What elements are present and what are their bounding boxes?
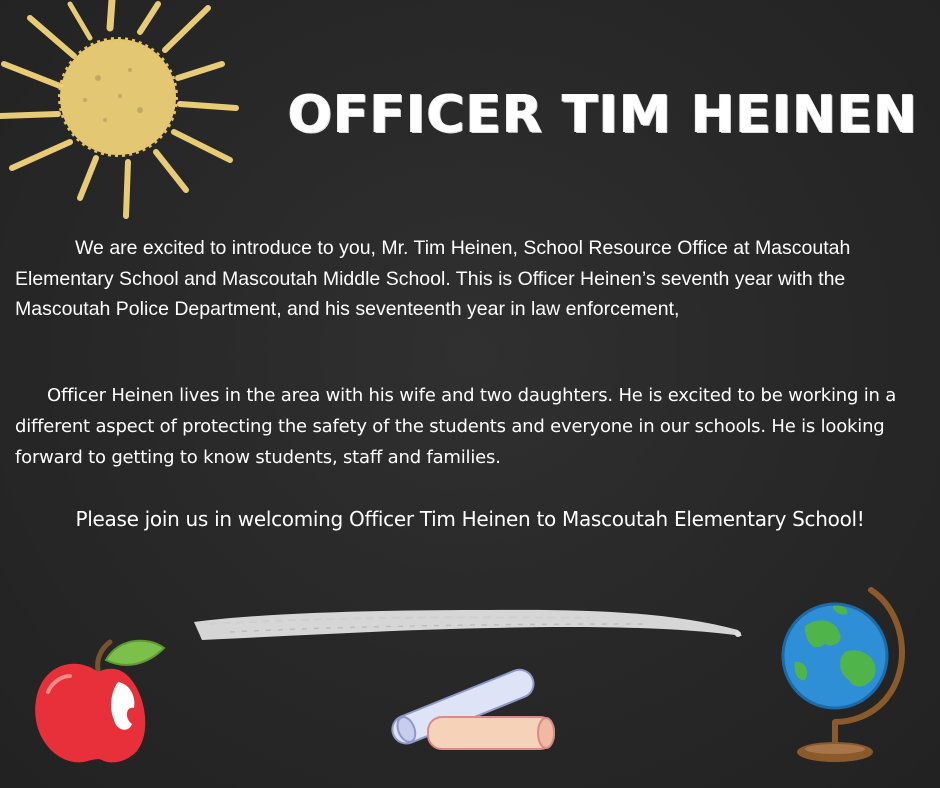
chalk-sticks-icon	[380, 655, 560, 765]
page-title: OFFICER TIM HEINEN	[288, 85, 919, 145]
intro-paragraph-text: We are excited to introduce to you, Mr. Tim Heinen, School Resource Office at Mascoutah Elementary School and Mascoutah Middle School. This is Officer Heinen’s seventh year with the Mascoutah Police Department, and his seventeenth year in law enforcement,	[15, 237, 851, 320]
sun-icon	[0, 0, 240, 220]
intro-paragraph	[15, 233, 910, 325]
welcome-message: Please join us in welcoming Officer Tim Heinen to Mascoutah Elementary School!	[75, 507, 865, 531]
apple-icon	[28, 630, 173, 770]
family-paragraph-text: Officer Heinen lives in the area with his wife and two daughters. He is excited to be working in a different aspect of protecting the safety of the students and everyone in our schools. He is looking forward to getting to know students, staff and families.	[15, 385, 897, 468]
chalk-stroke	[190, 600, 750, 650]
family-paragraph	[15, 380, 920, 473]
globe-icon	[775, 582, 915, 768]
